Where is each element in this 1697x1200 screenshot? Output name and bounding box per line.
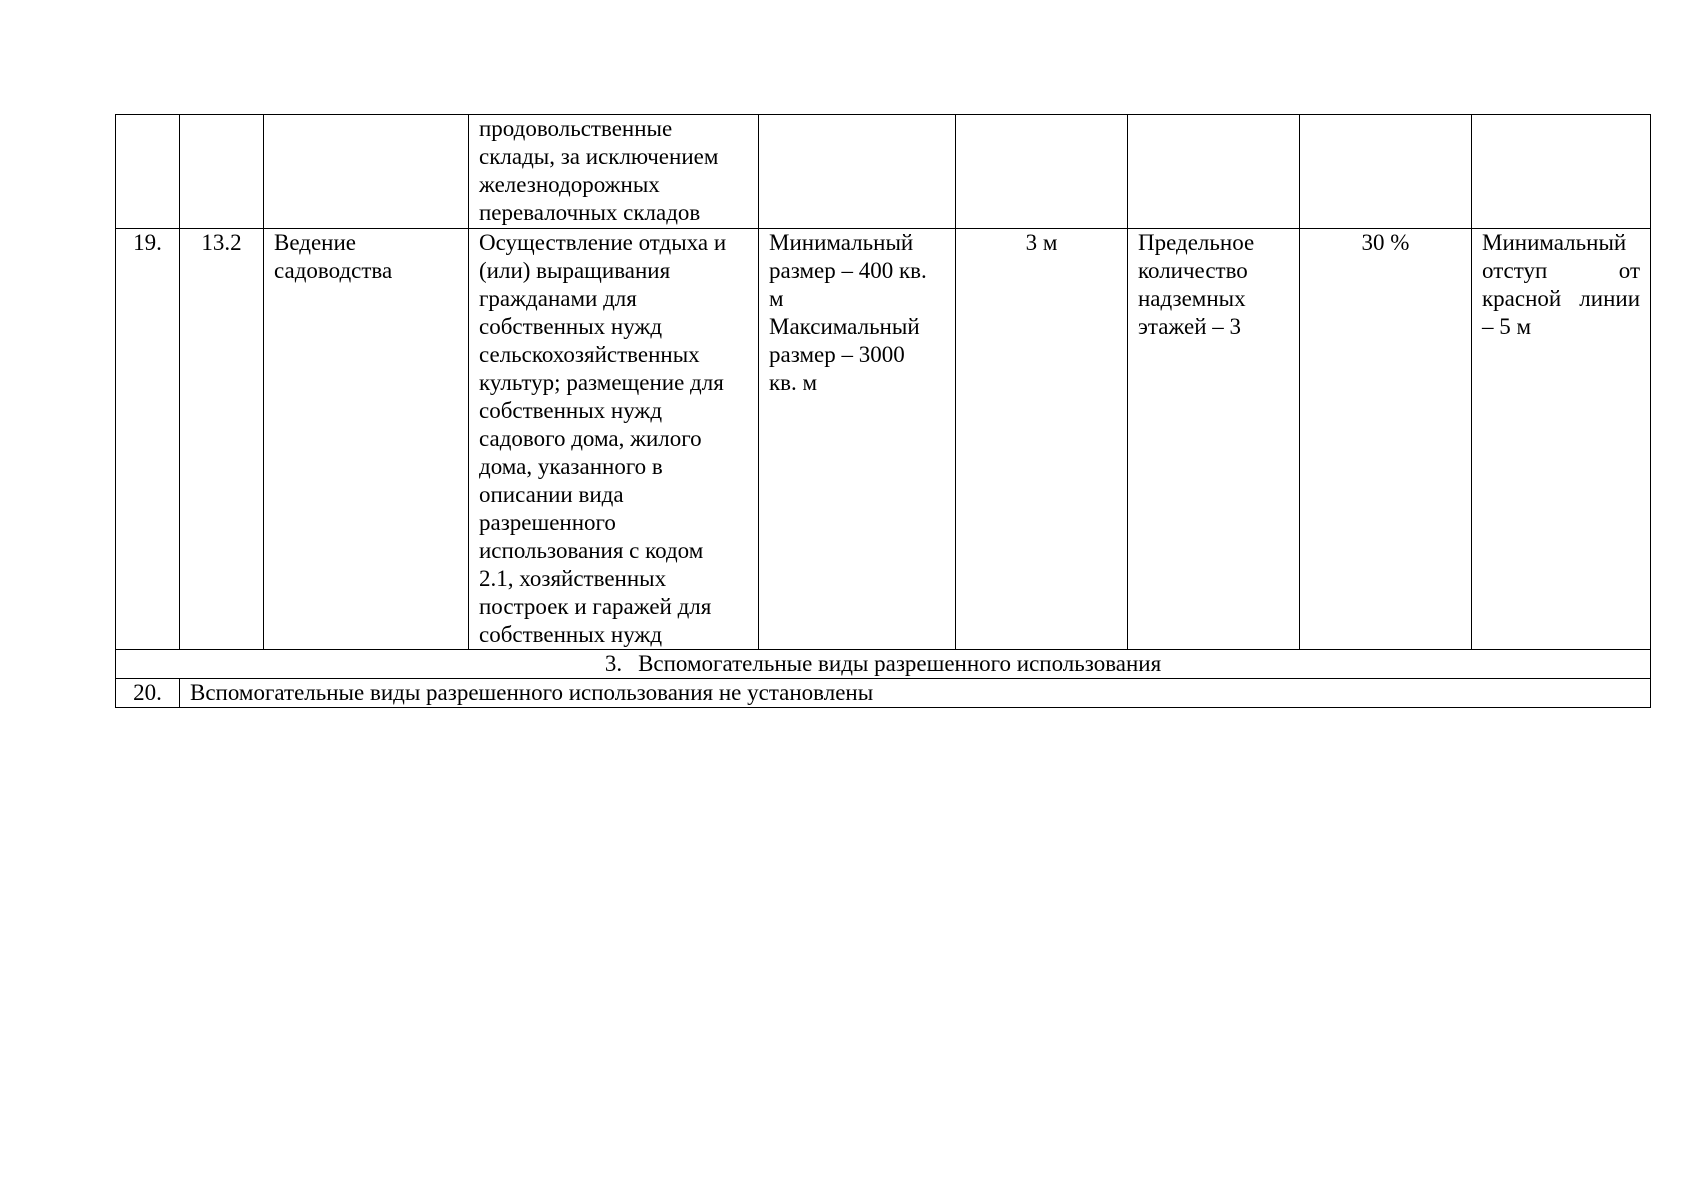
description-line: использования с кодом — [479, 538, 704, 563]
description-line: собственных нужд — [479, 622, 663, 647]
use-name-line: садоводства — [274, 258, 393, 283]
description-line: описании вида — [479, 482, 624, 507]
section-heading-row — [116, 650, 1651, 679]
cell-coverage — [1300, 115, 1472, 229]
lot-size-line: Максимальный — [769, 314, 920, 339]
cell-description — [469, 229, 759, 650]
lot-size-line: размер – 3000 — [769, 342, 905, 367]
use-name-line: Ведение — [274, 230, 356, 255]
setback-value: 3 м — [1025, 230, 1058, 255]
description-line: садового дома, жилого — [479, 426, 702, 451]
cell-use-name — [264, 229, 469, 650]
cell-full-text — [180, 679, 1651, 708]
cell-coverage — [1300, 229, 1472, 650]
floors-line: надземных — [1138, 286, 1246, 311]
description-line: культур; размещение для — [479, 370, 724, 395]
cell-floors — [1128, 115, 1300, 229]
lot-size-line: м — [769, 286, 784, 311]
cell-num — [116, 229, 180, 650]
description-line: разрешенного — [479, 510, 616, 535]
row-number: 19. — [133, 230, 162, 255]
coverage-value: 30 % — [1361, 230, 1410, 255]
description-line: 2.1, хозяйственных — [479, 566, 667, 591]
floors-line: этажей – 3 — [1138, 314, 1242, 339]
cell-description — [469, 115, 759, 229]
description-line: Осуществление отдыха и — [479, 230, 727, 255]
description-line: (или) выращивания — [479, 258, 671, 283]
description-line: гражданами для — [479, 286, 637, 311]
cell-use-name — [264, 115, 469, 229]
description-line: сельскохозяйственных — [479, 342, 700, 367]
cell-floors — [1128, 229, 1300, 650]
description-line: продовольственные — [479, 116, 673, 141]
row-text: Вспомогательные виды разрешенного использования не установлены — [190, 680, 874, 705]
section-title: Вспомогательные виды разрешенного использования — [638, 651, 1162, 676]
lot-size-line: Минимальный — [769, 230, 914, 255]
description-line: собственных нужд — [479, 398, 663, 423]
description-line: перевалочных складов — [479, 200, 701, 225]
floors-line: Предельное — [1138, 230, 1255, 255]
cell-other — [1472, 229, 1651, 650]
cell-other — [1472, 115, 1651, 229]
cell-num — [116, 679, 180, 708]
cell-setback — [956, 115, 1128, 229]
table-row-20 — [116, 679, 1651, 708]
use-code: 13.2 — [201, 230, 242, 255]
cell-num — [116, 115, 180, 229]
cell-lot-size — [759, 229, 956, 650]
cell-code — [180, 115, 264, 229]
cell-lot-size — [759, 115, 956, 229]
cell-setback — [956, 229, 1128, 650]
description-line: дома, указанного в — [479, 454, 663, 479]
section-number: 3. — [604, 651, 623, 676]
other-params-text: Минимальный отступ от красной линии – 5 м — [1482, 230, 1640, 339]
row-number: 20. — [133, 680, 162, 705]
floors-line: количество — [1138, 258, 1248, 283]
description-line: железнодорожных — [479, 172, 660, 197]
description-line: склады, за исключением — [479, 144, 719, 169]
description-line: собственных нужд — [479, 314, 663, 339]
land-use-regulations-table — [115, 114, 1651, 708]
lot-size-line: кв. м — [769, 370, 818, 395]
table-row-19 — [116, 229, 1651, 650]
section-heading — [116, 650, 1651, 679]
description-line: построек и гаражей для — [479, 594, 712, 619]
cell-code — [180, 229, 264, 650]
lot-size-line: размер – 400 кв. — [769, 258, 927, 283]
table-row-continuation — [116, 115, 1651, 229]
document-page — [115, 114, 1650, 708]
